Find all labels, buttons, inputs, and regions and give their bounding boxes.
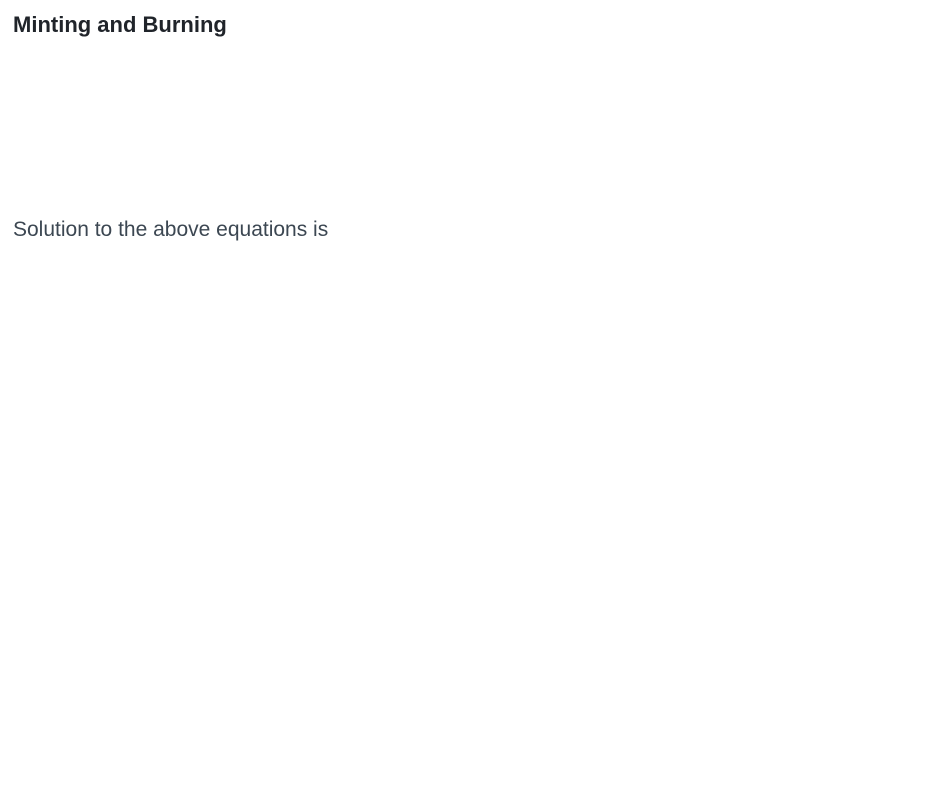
page-title: Minting and Burning	[13, 12, 227, 37]
solution-intro-text: Solution to the above equations is	[13, 218, 329, 241]
document-body	[0, 0, 925, 250]
